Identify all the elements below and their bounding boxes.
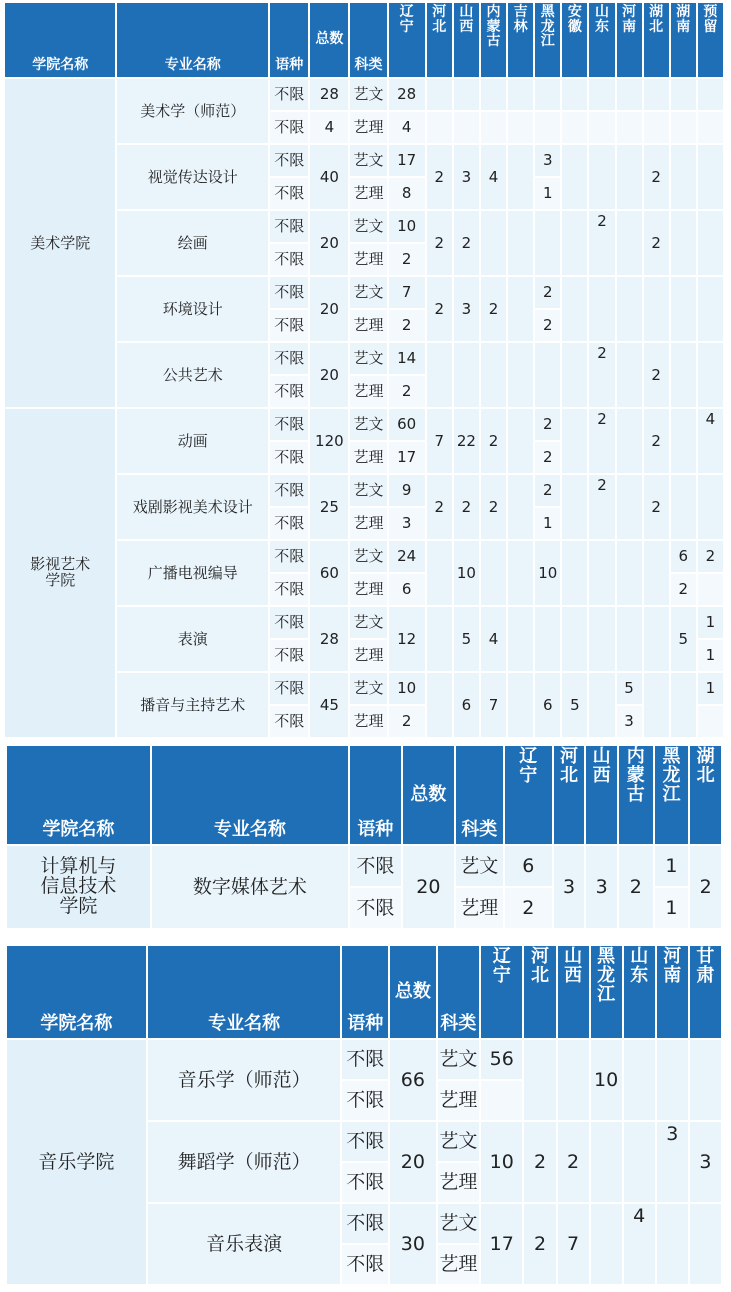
- quota-cell: 3: [690, 1122, 721, 1202]
- quota-cell: 10: [591, 1040, 622, 1120]
- table-row: [5, 409, 723, 440]
- quota-cell: 10: [389, 211, 425, 242]
- total-cell: 66: [390, 1040, 436, 1120]
- quota-cell: 2: [389, 376, 425, 407]
- quota-cell: 2: [589, 475, 614, 539]
- quota-cell: 3: [586, 846, 617, 928]
- category-cell: 艺理: [350, 508, 386, 539]
- category-cell: 艺文: [350, 607, 386, 638]
- language-cell: 不限: [270, 79, 308, 110]
- category-cell: 艺文: [350, 211, 386, 242]
- header-province: 湖 南: [671, 3, 696, 77]
- header-province: 河 北: [524, 946, 555, 1038]
- quota-cell: 3: [389, 508, 425, 539]
- quota-cell: 1: [698, 640, 723, 671]
- header-row: [5, 3, 723, 77]
- quota-cell: 2: [535, 475, 560, 506]
- header-province: 河 南: [657, 946, 688, 1038]
- language-cell: 不限: [350, 888, 401, 928]
- language-cell: 不限: [270, 112, 308, 143]
- quota-cell: 1: [535, 178, 560, 209]
- major-name: 音乐学（师范）: [148, 1040, 341, 1120]
- quota-cell: 2: [481, 409, 506, 473]
- header-province: 河 北: [554, 746, 585, 844]
- college-name-line: 信息技术: [40, 875, 117, 898]
- quota-cell: 4: [481, 607, 506, 671]
- language-cell: 不限: [270, 607, 308, 638]
- total-cell: 20: [403, 846, 454, 928]
- table-row: [5, 79, 723, 110]
- header-language: 语种: [350, 746, 401, 844]
- quota-cell: 2: [619, 846, 653, 928]
- total-cell: 40: [310, 145, 348, 209]
- language-cell: 不限: [342, 1245, 388, 1284]
- major-name: 数字媒体艺术: [152, 846, 348, 928]
- language-cell: 不限: [270, 508, 308, 539]
- header-language: 语种: [270, 3, 308, 77]
- total-cell: 20: [390, 1122, 436, 1202]
- college-name: [7, 846, 150, 928]
- major-name: 环境设计: [117, 277, 268, 341]
- category-cell: 艺文: [350, 343, 386, 374]
- language-cell: 不限: [270, 475, 308, 506]
- category-cell: 艺文: [350, 409, 386, 440]
- quota-cell: 6: [389, 574, 425, 605]
- total-cell: 28: [310, 79, 348, 110]
- quota-cell: 28: [389, 79, 425, 110]
- header-category: 科类: [456, 746, 503, 844]
- header-total: 总数: [310, 3, 348, 77]
- quota-cell: 2: [427, 277, 452, 341]
- header-province: 辽 宁: [389, 3, 425, 77]
- major-name: 广播电视编导: [117, 541, 268, 605]
- quota-cell: 1: [698, 607, 723, 638]
- language-cell: 不限: [342, 1122, 388, 1161]
- quota-cell: 17: [481, 1204, 522, 1284]
- quota-cell: 10: [481, 1122, 522, 1202]
- quota-cell: 10: [454, 541, 479, 605]
- quota-cell: 17: [389, 145, 425, 176]
- language-cell: 不限: [350, 846, 401, 886]
- category-cell: 艺理: [350, 640, 386, 671]
- quota-cell: 7: [558, 1204, 589, 1284]
- quota-cell: 2: [589, 409, 614, 473]
- category-cell: 艺文: [438, 1040, 479, 1079]
- quota-cell: 7: [389, 277, 425, 308]
- header-province: 安 徽: [562, 3, 587, 77]
- header-category: 科类: [350, 3, 386, 77]
- major-name: 动画: [117, 409, 268, 473]
- major-name: 美术学（师范）: [117, 79, 268, 143]
- category-cell: 艺理: [438, 1081, 479, 1120]
- quota-cell: 2: [427, 211, 452, 275]
- quota-cell: 4: [624, 1204, 655, 1284]
- total-cell: 20: [310, 211, 348, 275]
- category-cell: 艺理: [350, 376, 386, 407]
- quota-cell: 2: [505, 888, 552, 928]
- language-cell: 不限: [270, 277, 308, 308]
- language-cell: 不限: [342, 1163, 388, 1202]
- quota-cell: 3: [454, 277, 479, 341]
- quota-cell: 3: [617, 706, 642, 737]
- category-cell: 艺理: [350, 178, 386, 209]
- quota-cell: 22: [454, 409, 479, 473]
- quota-cell: 4: [481, 145, 506, 209]
- total-cell: 20: [310, 343, 348, 407]
- category-cell: 艺理: [350, 310, 386, 341]
- major-name: 视觉传达设计: [117, 145, 268, 209]
- quota-cell: 1: [655, 888, 689, 928]
- quota-cell: 4: [389, 112, 425, 143]
- header-row: [7, 946, 721, 1038]
- language-cell: 不限: [270, 244, 308, 275]
- quota-cell: 2: [535, 310, 560, 341]
- quota-cell: 6: [454, 673, 479, 737]
- quota-cell: 2: [558, 1122, 589, 1202]
- header-province: 辽 宁: [481, 946, 522, 1038]
- quota-cell: 2: [644, 409, 669, 473]
- category-cell: 艺文: [350, 541, 386, 572]
- header-province: 内 蒙 古: [619, 746, 653, 844]
- quota-cell: 2: [454, 211, 479, 275]
- total-cell: 20: [310, 277, 348, 341]
- header-province: 湖 北: [644, 3, 669, 77]
- quota-cell: 3: [454, 145, 479, 209]
- college-name: 音乐学院: [7, 1040, 146, 1284]
- admission-table-art-film: [3, 1, 725, 739]
- quota-cell: 8: [389, 178, 425, 209]
- language-cell: 不限: [270, 442, 308, 473]
- quota-cell: 3: [657, 1122, 688, 1202]
- quota-cell: 60: [389, 409, 425, 440]
- category-cell: 艺理: [350, 574, 386, 605]
- language-cell: 不限: [270, 145, 308, 176]
- language-cell: 不限: [342, 1081, 388, 1120]
- quota-cell: 10: [389, 673, 425, 704]
- admission-table-music: [5, 944, 723, 1286]
- quota-cell: 2: [389, 310, 425, 341]
- quota-cell: 2: [644, 145, 669, 209]
- language-cell: 不限: [270, 640, 308, 671]
- header-row: [7, 746, 721, 844]
- quota-cell: 7: [427, 409, 452, 473]
- header-language: 语种: [342, 946, 388, 1038]
- major-name: 表演: [117, 607, 268, 671]
- major-name: 公共艺术: [117, 343, 268, 407]
- language-cell: 不限: [342, 1040, 388, 1079]
- quota-cell: 5: [454, 607, 479, 671]
- category-cell: 艺理: [350, 112, 386, 143]
- header-province: 甘 肃: [690, 946, 721, 1038]
- quota-cell: 3: [554, 846, 585, 928]
- table-row: [7, 846, 721, 886]
- category-cell: 艺文: [456, 846, 503, 886]
- language-cell: 不限: [270, 673, 308, 704]
- quota-cell: 5: [562, 673, 587, 737]
- header-college: 学院名称: [7, 746, 150, 844]
- major-name: 音乐表演: [148, 1204, 341, 1284]
- quota-cell: 9: [389, 475, 425, 506]
- quota-cell: 2: [535, 277, 560, 308]
- college-name-line: 计算机与: [40, 855, 117, 878]
- header-province: 预 留: [698, 3, 723, 77]
- major-name: 绘画: [117, 211, 268, 275]
- header-province: 吉 林: [508, 3, 533, 77]
- total-cell: 120: [310, 409, 348, 473]
- quota-cell: 2: [644, 475, 669, 539]
- total-cell: 60: [310, 541, 348, 605]
- header-major: 专业名称: [117, 3, 268, 77]
- quota-cell: 2: [589, 211, 614, 275]
- quota-cell: 2: [481, 277, 506, 341]
- header-college: 学院名称: [7, 946, 146, 1038]
- quota-cell: 6: [535, 673, 560, 737]
- quota-cell: 4: [698, 409, 723, 473]
- language-cell: 不限: [270, 706, 308, 737]
- total-cell: 28: [310, 607, 348, 671]
- header-province: 黑 龙 江: [535, 3, 560, 77]
- language-cell: 不限: [270, 178, 308, 209]
- header-province: 河 北: [427, 3, 452, 77]
- quota-cell: 2: [524, 1122, 555, 1202]
- table-row: [7, 1040, 721, 1079]
- header-province: 山 东: [624, 946, 655, 1038]
- header-province: 内 蒙 古: [481, 3, 506, 77]
- college-name-line: 学院: [59, 894, 98, 917]
- category-cell: 艺文: [350, 145, 386, 176]
- quota-cell: 2: [389, 244, 425, 275]
- category-cell: 艺理: [350, 706, 386, 737]
- language-cell: 不限: [270, 343, 308, 374]
- header-total: 总数: [403, 746, 454, 844]
- major-name: 舞蹈学（师范）: [148, 1122, 341, 1202]
- quota-cell: 3: [535, 145, 560, 176]
- quota-cell: 12: [389, 607, 425, 671]
- category-cell: 艺文: [438, 1122, 479, 1161]
- total-cell: 45: [310, 673, 348, 737]
- total-cell: 25: [310, 475, 348, 539]
- language-cell: 不限: [270, 409, 308, 440]
- header-total: 总数: [390, 946, 436, 1038]
- language-cell: 不限: [270, 211, 308, 242]
- header-province: 黑 龙 江: [655, 746, 689, 844]
- header-category: 科类: [438, 946, 479, 1038]
- quota-cell: 2: [690, 846, 721, 928]
- language-cell: 不限: [270, 376, 308, 407]
- quota-cell: 1: [535, 508, 560, 539]
- header-college: 学院名称: [5, 3, 115, 77]
- quota-cell: 2: [454, 475, 479, 539]
- quota-cell: 6: [671, 541, 696, 572]
- quota-cell: 5: [617, 673, 642, 704]
- quota-cell: 2: [698, 541, 723, 572]
- header-province: 山 西: [454, 3, 479, 77]
- header-province: 山 西: [558, 946, 589, 1038]
- quota-cell: 1: [698, 673, 723, 704]
- total-cell: 4: [310, 112, 348, 143]
- college-name: [5, 409, 115, 737]
- header-province: 湖 北: [690, 746, 721, 844]
- header-province: 辽 宁: [505, 746, 552, 844]
- quota-cell: 2: [427, 475, 452, 539]
- category-cell: 艺文: [350, 673, 386, 704]
- category-cell: 艺理: [350, 442, 386, 473]
- quota-cell: 2: [535, 409, 560, 440]
- quota-cell: 1: [655, 846, 689, 886]
- quota-cell: 2: [671, 574, 696, 605]
- quota-cell: 2: [535, 442, 560, 473]
- major-name: 播音与主持艺术: [117, 673, 268, 737]
- category-cell: 艺理: [350, 244, 386, 275]
- quota-cell: 2: [481, 475, 506, 539]
- quota-cell: 56: [481, 1040, 522, 1079]
- header-major: 专业名称: [148, 946, 341, 1038]
- quota-cell: 2: [644, 211, 669, 275]
- language-cell: 不限: [270, 574, 308, 605]
- header-province: 山 东: [589, 3, 614, 77]
- quota-cell: 2: [644, 343, 669, 407]
- quota-cell: 17: [389, 442, 425, 473]
- category-cell: 艺理: [456, 888, 503, 928]
- college-name: 美术学院: [5, 79, 115, 407]
- header-major: 专业名称: [152, 746, 348, 844]
- category-cell: 艺文: [350, 79, 386, 110]
- category-cell: 艺理: [438, 1163, 479, 1202]
- major-name: 戏剧影视美术设计: [117, 475, 268, 539]
- quota-cell: 2: [524, 1204, 555, 1284]
- college-name-line: 影视艺术学院: [30, 555, 91, 589]
- quota-cell: 7: [481, 673, 506, 737]
- quota-cell: 2: [389, 706, 425, 737]
- language-cell: 不限: [270, 541, 308, 572]
- language-cell: 不限: [342, 1204, 388, 1243]
- quota-cell: 2: [427, 145, 452, 209]
- quota-cell: 2: [589, 343, 614, 407]
- category-cell: 艺文: [350, 277, 386, 308]
- quota-cell: 10: [535, 541, 560, 605]
- category-cell: 艺文: [350, 475, 386, 506]
- category-cell: 艺理: [438, 1245, 479, 1284]
- category-cell: 艺文: [438, 1204, 479, 1243]
- header-province: 山 西: [586, 746, 617, 844]
- language-cell: 不限: [270, 310, 308, 341]
- quota-cell: 6: [505, 846, 552, 886]
- quota-cell: 5: [671, 607, 696, 671]
- header-province: 河 南: [617, 3, 642, 77]
- header-province: 黑 龙 江: [591, 946, 622, 1038]
- admission-table-computer: [5, 744, 723, 930]
- quota-cell: 14: [389, 343, 425, 374]
- total-cell: 30: [390, 1204, 436, 1284]
- quota-cell: 24: [389, 541, 425, 572]
